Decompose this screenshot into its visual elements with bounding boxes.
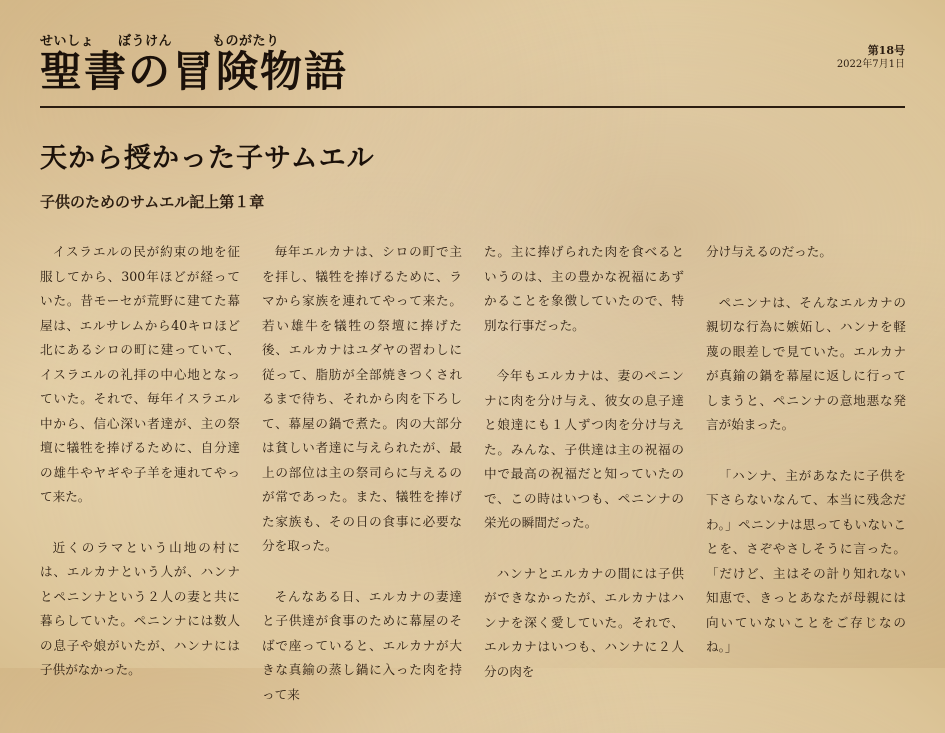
column-3 [484, 240, 684, 733]
paragraph: そんなある日、エルカナの妻達と子供達が食事のために幕屋のそばで座っていると、エルカナが大きな真鍮の蒸し鍋に入った肉を持って来 [262, 588, 462, 702]
article-header [40, 122, 375, 212]
paragraph: 「ハンナ、主があなたに子供を下さらないなんて、本当に残念だわ。」ペニンナは思ってもいないことを、さぞやさしそうに言った。「だけど、主はその計り知れない知恵で、きっとあなたが母親には向いていないことをご存じなのね。」 [706, 467, 906, 654]
issue-info [837, 44, 905, 72]
paragraph: た。主に捧げられた肉を食べるというのは、主の豊かな祝福にあずかることを象徴していたので、特別な行事だった。 [484, 244, 684, 333]
masthead-divider [40, 106, 905, 108]
paragraph: ペニンナは、そんなエルカナの親切な行為に嫉妬し、ハンナを軽蔑の眼差しで見ていた。エルカナが真鍮の鍋を幕屋に返しに行ってしまうと、ペニンナの意地悪な発言が始まった。 [706, 294, 906, 432]
title-ruby [40, 30, 348, 49]
ruby-monogatari: ものがたり [212, 34, 280, 49]
newspaper-title: 聖書の冒険物語 [40, 47, 349, 96]
ruby-seisho: せいしょ [40, 34, 95, 49]
issue-number: 第18号 [867, 44, 905, 57]
article-subhead: 子供のためのサムエル記上第１章 [40, 193, 265, 211]
paragraph: イスラエルの民が約束の地を征服してから、300年ほどが経っていた。昔モーセが荒野に建てた幕屋は、エルサレムから40キロほど北にあるシロの町に建っていて、イスラエルの礼拝の中心地となっていた。それで、毎年イスラエル中から、信心深い者達が、主の祭壇に犠牲を捧げるために、自分達の雄牛やヤギや子羊を連れてやって来た。 [40, 244, 240, 504]
paragraph: 近くのラマという山地の村には、エルカナという人が、ハンナとペニンナという２人の妻と共に暮らしていた。ペニンナには数人の息子や娘がいたが、ハンナには子供がなかった。 [40, 539, 240, 677]
paragraph: ハンナとエルカナの間には子供ができなかったが、エルカナはハンナを深く愛していた。それで、エルカナはいつも、ハンナに２人分の肉を [484, 565, 684, 679]
article-body [40, 240, 910, 733]
issue-date: 2022年7月1日 [836, 59, 905, 70]
paragraph: 毎年エルカナは、シロの町で主を拝し、犠牲を捧げるために、ラマから家族を連れてやって来た。若い雄牛を犠牲の祭壇に捧げた後、エルカナはユダヤの習わしに従って、脂肪が全部焼きつくされるまで待ち、それから肉を下ろして、幕屋の鍋で煮た。肉の大部分は貧しい者達に与えられたが、最上の部位は主の祭司らに与えるのが常であった。また、犠牲を捧げた家族も、その日の食事に必要な分を取った。 [262, 244, 462, 553]
paragraph: 今年もエルカナは、妻のペニンナに肉を分け与え、彼女の息子達と娘達にも１人ずつ肉を分け与えた。みんな、子供達は主の祝福の中で最高の祝福だと知っていたので、この時はいつも、ペニンナの栄光の瞬間だった。 [484, 368, 684, 530]
paragraph: 分け与えるのだった。 [706, 244, 832, 259]
column-4 [706, 240, 906, 733]
ruby-bouken: ぼうけん [118, 34, 173, 49]
column-1 [40, 240, 240, 733]
article-headline: 天から授かった子サムエル [40, 143, 375, 174]
column-2 [262, 240, 462, 733]
masthead [40, 30, 348, 96]
